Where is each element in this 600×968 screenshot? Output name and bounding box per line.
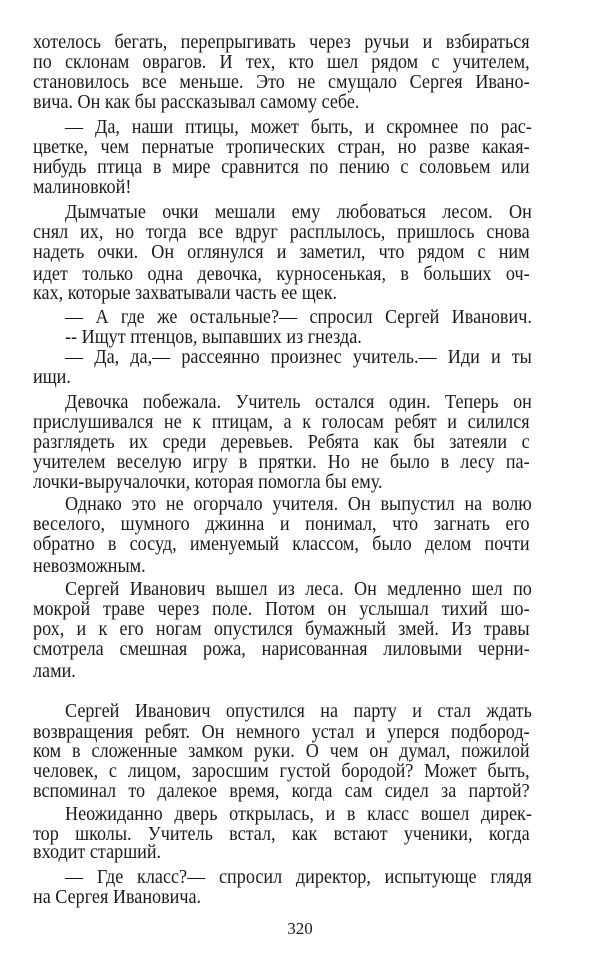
- text-line: -- Ищут птенцов, выпавших из гнезда.: [65, 327, 362, 348]
- text-line: человек, с лицом, заросшим густой бородой? Может быть,: [33, 761, 530, 782]
- text-line: учителем веселую игру в прятки. Но не было в лесу па-: [33, 452, 530, 473]
- text-line: идет только одна девочка, курносенькая, в больших оч-: [33, 264, 530, 285]
- text-line: цветке, чем пернатые тропических стран, но разве какая-: [33, 137, 530, 158]
- text-line: Сергей Иванович опустился на парту и стал ждать: [65, 701, 532, 722]
- text-line: возвращения ребят. Он немного устал и уперся подбород-: [33, 722, 530, 743]
- text-line: малиновкой!: [33, 177, 132, 198]
- text-line: — Да, да,— рассеянно произнес учитель.— Иди и ты: [65, 347, 532, 368]
- text-line: Дымчатые очки мешали ему любоваться лесом. Он: [65, 202, 532, 223]
- text-line: ком в сложенные замком руки. О чем он думал, пожилой: [33, 741, 530, 762]
- page-number: 320: [287, 919, 313, 938]
- text-line: мокрой траве через поле. Потом он услышал тихий шо-: [33, 599, 530, 620]
- text-line: становилось все меньше. Это не смущало Сергея Ивано-: [33, 72, 530, 93]
- text-line: на Сергея Ивановича.: [33, 887, 202, 908]
- text-line: Однако это не огорчало учителя. Он выпустил на волю: [65, 494, 532, 515]
- text-line: веселого, шумного джинна и понимал, что загнать его: [33, 514, 530, 535]
- text-line: входит старший.: [33, 842, 162, 863]
- text-line: — Да, наши птицы, может быть, и скромнее по рас-: [65, 117, 532, 138]
- text-line: Девочка побежала. Учитель остался один. Теперь он: [65, 392, 532, 413]
- text-line: невозможным.: [33, 556, 146, 577]
- text-line: ках, которые захватывали часть ее щек.: [33, 283, 338, 304]
- text-line: смотрела смешная рожа, нарисованная лиловыми черни-: [33, 639, 530, 660]
- text-line: лами.: [33, 661, 76, 682]
- text-line: вспоминал то далекое время, когда сам сидел за партой?: [33, 781, 530, 802]
- text-line: хотелось бегать, перепрыгивать через ручьи и взбираться: [33, 32, 530, 53]
- text-line: надеть очки. Он оглянулся и заметил, что рядом с ним: [33, 242, 530, 263]
- text-line: нибудь птица в мире сравнится по пению с соловьем или: [33, 157, 530, 178]
- text-line: — Где класс?— спросил директор, испытующе глядя: [65, 867, 532, 888]
- text-line: — А где же остальные?— спросил Сергей Иванович.: [65, 307, 532, 328]
- text-line: по склонам оврагов. И тех, кто шел рядом с учителем,: [33, 52, 530, 73]
- text-line: обратно в сосуд, именуемый классом, было делом почти: [33, 534, 530, 555]
- text-line: рох, и к его ногам опустился бумажный змей. Из травы: [33, 619, 530, 640]
- text-line: ищи.: [33, 367, 71, 388]
- text-line: Неожиданно дверь открылась, и в класс вошел дирек-: [65, 804, 532, 825]
- text-line: тор школы. Учитель встал, как встают ученики, когда: [33, 824, 530, 845]
- text-line: вича. Он как бы рассказывал самому себе.: [33, 92, 360, 113]
- text-line: Сергей Иванович вышел из леса. Он медленно шел по: [65, 579, 532, 600]
- text-line: прислушивался не к птицам, а к голосам ребят и силился: [33, 412, 530, 433]
- text-line: снял их, но тогда все вдруг расплылось, пришлось снова: [33, 222, 530, 243]
- text-line: разглядеть их среди деревьев. Ребята как бы затеяли с: [33, 432, 530, 453]
- text-line: лочки-выручалочки, которая помогла бы ему.: [33, 472, 383, 493]
